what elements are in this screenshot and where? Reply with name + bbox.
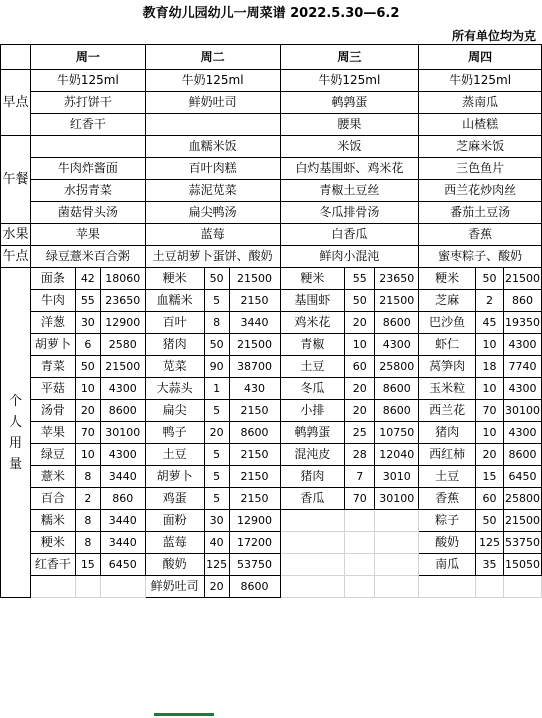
per-child-grams: 20: [476, 444, 504, 466]
total-grams: 4300: [503, 378, 541, 400]
ingredient-row: [1, 532, 542, 554]
per-child-grams: [345, 510, 375, 532]
menu-item: 蜜枣粽子、酸奶: [419, 246, 542, 268]
ingredient-name: 青菜: [30, 356, 75, 378]
day-header: 周一: [30, 45, 145, 70]
total-grams: [375, 510, 419, 532]
ingredient-name: 苋菜: [145, 356, 204, 378]
ingredient-name: 南瓜: [419, 554, 476, 576]
ingredient-name: 玉米粒: [419, 378, 476, 400]
total-grams: 2150: [229, 400, 280, 422]
ingredient-row: [1, 422, 542, 444]
ingredient-name: 莴笋肉: [419, 356, 476, 378]
per-child-grams: 18: [476, 356, 504, 378]
total-grams: 25800: [503, 488, 541, 510]
ingredient-name: 猪肉: [145, 334, 204, 356]
meal-label: 早点: [1, 70, 31, 136]
ingredient-name: 面条: [30, 268, 75, 290]
total-grams: 2580: [100, 334, 145, 356]
ingredient-name: [419, 576, 476, 598]
per-child-grams: 20: [345, 400, 375, 422]
per-child-grams: 50: [345, 290, 375, 312]
ingredient-name: 混沌皮: [280, 444, 345, 466]
total-grams: 15050: [503, 554, 541, 576]
corner-cell: [1, 45, 31, 70]
total-grams: 53750: [503, 532, 541, 554]
total-grams: [375, 576, 419, 598]
total-grams: 8600: [229, 422, 280, 444]
ingredient-name: 粽子: [419, 510, 476, 532]
per-child-grams: 15: [476, 466, 504, 488]
total-grams: 2150: [229, 444, 280, 466]
ingredient-name: 大蒜头: [145, 378, 204, 400]
ingredient-name: 鹌鹑蛋: [280, 422, 345, 444]
ingredient-name: 猪肉: [419, 422, 476, 444]
total-grams: 38700: [229, 356, 280, 378]
ingredient-name: 胡萝卜: [30, 334, 75, 356]
per-child-grams: 42: [75, 268, 100, 290]
ingredient-name: 蓝莓: [145, 532, 204, 554]
menu-item: 香蕉: [419, 224, 542, 246]
total-grams: 4300: [503, 422, 541, 444]
total-grams: 3010: [375, 466, 419, 488]
ingredient-name: 扁尖: [145, 400, 204, 422]
ingredient-row: [1, 312, 542, 334]
per-child-grams: 2: [75, 488, 100, 510]
per-child-grams: 7: [345, 466, 375, 488]
total-grams: 8600: [503, 444, 541, 466]
per-child-grams: 40: [204, 532, 229, 554]
per-child-grams: [345, 532, 375, 554]
menu-item: 牛奶125ml: [30, 70, 145, 92]
total-grams: 4300: [100, 444, 145, 466]
menu-item: 鹌鹑蛋: [280, 92, 419, 114]
total-grams: 7740: [503, 356, 541, 378]
per-child-grams: 8: [75, 510, 100, 532]
per-child-grams: 2: [476, 290, 504, 312]
total-grams: 3440: [100, 466, 145, 488]
ingredient-name: [280, 576, 345, 598]
ingredient-name: 土豆: [145, 444, 204, 466]
per-child-grams: 125: [204, 554, 229, 576]
total-grams: 2150: [229, 466, 280, 488]
total-grams: 8600: [375, 378, 419, 400]
per-child-grams: 20: [345, 378, 375, 400]
ingredient-name: 酸奶: [145, 554, 204, 576]
menu-item: 白香瓜: [280, 224, 419, 246]
ingredient-name: [30, 576, 75, 598]
per-child-grams: 50: [476, 510, 504, 532]
total-grams: 21500: [375, 290, 419, 312]
total-grams: 2150: [229, 488, 280, 510]
ingredient-row: [1, 268, 542, 290]
per-child-grams: 30: [204, 510, 229, 532]
ingredient-name: 牛肉: [30, 290, 75, 312]
total-grams: 21500: [229, 334, 280, 356]
ingredient-name: 面粉: [145, 510, 204, 532]
total-grams: 23650: [100, 290, 145, 312]
per-child-grams: 90: [204, 356, 229, 378]
menu-item: 番茄土豆汤: [419, 202, 542, 224]
ingredient-name: 洋葱: [30, 312, 75, 334]
menu-item: 白灼基围虾、鸡米花: [280, 158, 419, 180]
personal-usage-label: [1, 268, 31, 598]
ingredient-name: 粳米: [280, 268, 345, 290]
total-grams: 30100: [100, 422, 145, 444]
menu-item: 牛肉炸酱面: [30, 158, 145, 180]
per-child-grams: 50: [204, 334, 229, 356]
ingredient-name: 薏米: [30, 466, 75, 488]
menu-item: 山楂糕: [419, 114, 542, 136]
menu-item: 牛奶125ml: [419, 70, 542, 92]
total-grams: 12900: [100, 312, 145, 334]
per-child-grams: [345, 576, 375, 598]
page-title: 教育幼儿园幼儿一周菜谱 2022.5.30—6.2: [142, 6, 400, 21]
menu-item: 绿豆薏米百合粥: [30, 246, 145, 268]
ingredient-name: 绿豆: [30, 444, 75, 466]
per-child-grams: 28: [345, 444, 375, 466]
total-grams: 2150: [229, 290, 280, 312]
total-grams: 8600: [375, 400, 419, 422]
per-child-grams: 25: [345, 422, 375, 444]
per-child-grams: 70: [75, 422, 100, 444]
total-grams: [100, 576, 145, 598]
ingredient-name: 巴沙鱼: [419, 312, 476, 334]
ingredient-name: 粳米: [145, 268, 204, 290]
ingredient-name: 汤骨: [30, 400, 75, 422]
total-grams: 25800: [375, 356, 419, 378]
menu-item: 三色鱼片: [419, 158, 542, 180]
ingredient-row: [1, 554, 542, 576]
menu-item: [30, 136, 145, 158]
ingredient-row: [1, 356, 542, 378]
per-child-grams: 20: [204, 422, 229, 444]
ingredient-row: [1, 576, 542, 598]
total-grams: [375, 554, 419, 576]
meal-row: [1, 202, 542, 224]
selected-cell-indicator: [154, 713, 214, 716]
meal-label: 午餐: [1, 136, 31, 224]
per-child-grams: 30: [75, 312, 100, 334]
menu-item: 百叶肉糕: [145, 158, 280, 180]
menu-item: 芝麻米饭: [419, 136, 542, 158]
ingredient-name: 红香干: [30, 554, 75, 576]
snack-label: 午点: [1, 246, 31, 268]
total-grams: 21500: [503, 268, 541, 290]
total-grams: 17200: [229, 532, 280, 554]
menu-item: 菌菇骨头汤: [30, 202, 145, 224]
per-child-grams: 10: [476, 334, 504, 356]
total-grams: 12040: [375, 444, 419, 466]
per-child-grams: 8: [204, 312, 229, 334]
total-grams: 12900: [229, 510, 280, 532]
total-grams: 21500: [503, 510, 541, 532]
ingredient-name: 香瓜: [280, 488, 345, 510]
total-grams: 4300: [100, 378, 145, 400]
units-note: 所有单位均为克: [451, 29, 536, 43]
per-child-grams: 10: [476, 422, 504, 444]
ingredient-name: 粳米: [419, 268, 476, 290]
ingredient-row: [1, 378, 542, 400]
menu-item: 蓝莓: [145, 224, 280, 246]
ingredient-row: [1, 466, 542, 488]
ingredient-name: 百叶: [145, 312, 204, 334]
meal-row: [1, 92, 542, 114]
per-child-grams: 5: [204, 290, 229, 312]
label-char: 量: [8, 456, 22, 472]
per-child-grams: 10: [476, 378, 504, 400]
total-grams: 860: [100, 488, 145, 510]
ingredient-name: 鲜奶吐司: [145, 576, 204, 598]
ingredient-name: 粳米: [30, 532, 75, 554]
ingredient-name: 苹果: [30, 422, 75, 444]
menu-item: 苏打饼干: [30, 92, 145, 114]
ingredient-name: 青椒: [280, 334, 345, 356]
per-child-grams: [476, 576, 504, 598]
ingredient-name: 平菇: [30, 378, 75, 400]
total-grams: 860: [503, 290, 541, 312]
weekly-menu-table: [0, 44, 542, 598]
per-child-grams: 45: [476, 312, 504, 334]
total-grams: 3440: [100, 510, 145, 532]
menu-item: 血糯米饭: [145, 136, 280, 158]
ingredient-row: [1, 400, 542, 422]
ingredient-name: 糯米: [30, 510, 75, 532]
menu-item: 牛奶125ml: [280, 70, 419, 92]
ingredient-name: 土豆: [280, 356, 345, 378]
per-child-grams: 20: [75, 400, 100, 422]
per-child-grams: 1: [204, 378, 229, 400]
per-child-grams: 60: [476, 488, 504, 510]
ingredient-name: 血糯米: [145, 290, 204, 312]
label-char: 人: [8, 414, 22, 430]
menu-item: 牛奶125ml: [145, 70, 280, 92]
total-grams: 21500: [100, 356, 145, 378]
ingredient-name: [280, 510, 345, 532]
per-child-grams: 5: [204, 466, 229, 488]
per-child-grams: 70: [345, 488, 375, 510]
total-grams: 23650: [375, 268, 419, 290]
total-grams: 4300: [375, 334, 419, 356]
menu-item: 蒜泥苋菜: [145, 180, 280, 202]
meal-row: [1, 136, 542, 158]
meal-row: [1, 70, 542, 92]
per-child-grams: 5: [204, 488, 229, 510]
ingredient-name: 西红柿: [419, 444, 476, 466]
ingredient-name: 冬瓜: [280, 378, 345, 400]
total-grams: 21500: [229, 268, 280, 290]
ingredient-row: [1, 290, 542, 312]
total-grams: 53750: [229, 554, 280, 576]
fruit-label: 水果: [1, 224, 31, 246]
per-child-grams: 5: [204, 444, 229, 466]
menu-item: 米饭: [280, 136, 419, 158]
menu-item: [145, 114, 280, 136]
menu-item: 青椒土豆丝: [280, 180, 419, 202]
ingredient-name: [280, 554, 345, 576]
ingredient-name: 鸡蛋: [145, 488, 204, 510]
menu-item: 苹果: [30, 224, 145, 246]
total-grams: [375, 532, 419, 554]
label-char: 用: [8, 435, 22, 451]
per-child-grams: 60: [345, 356, 375, 378]
per-child-grams: 6: [75, 334, 100, 356]
total-grams: 19350: [503, 312, 541, 334]
per-child-grams: 20: [204, 576, 229, 598]
per-child-grams: [345, 554, 375, 576]
menu-item: 水拐青菜: [30, 180, 145, 202]
ingredient-name: 西兰花: [419, 400, 476, 422]
day-header: 周三: [280, 45, 419, 70]
total-grams: 8600: [229, 576, 280, 598]
ingredient-row: [1, 488, 542, 510]
per-child-grams: 55: [345, 268, 375, 290]
total-grams: 3440: [229, 312, 280, 334]
per-child-grams: 70: [476, 400, 504, 422]
total-grams: 10750: [375, 422, 419, 444]
total-grams: 430: [229, 378, 280, 400]
per-child-grams: 50: [204, 268, 229, 290]
menu-item: 腰果: [280, 114, 419, 136]
menu-item: 土豆胡萝卜蛋饼、酸奶: [145, 246, 280, 268]
per-child-grams: [75, 576, 100, 598]
total-grams: 18060: [100, 268, 145, 290]
total-grams: 30100: [375, 488, 419, 510]
day-header: 周二: [145, 45, 280, 70]
total-grams: 30100: [503, 400, 541, 422]
per-child-grams: 15: [75, 554, 100, 576]
label-char: 个: [8, 393, 22, 409]
ingredient-name: 猪肉: [280, 466, 345, 488]
total-grams: 8600: [100, 400, 145, 422]
meal-row: [1, 114, 542, 136]
per-child-grams: 8: [75, 532, 100, 554]
per-child-grams: 50: [75, 356, 100, 378]
fruit-row: [1, 224, 542, 246]
ingredient-row: [1, 444, 542, 466]
total-grams: 3440: [100, 532, 145, 554]
snack-row: [1, 246, 542, 268]
ingredient-row: [1, 334, 542, 356]
ingredient-name: [280, 532, 345, 554]
menu-item: 冬瓜排骨汤: [280, 202, 419, 224]
menu-item: 西兰花炒肉丝: [419, 180, 542, 202]
per-child-grams: 10: [345, 334, 375, 356]
per-child-grams: 35: [476, 554, 504, 576]
total-grams: 6450: [503, 466, 541, 488]
total-grams: 8600: [375, 312, 419, 334]
ingredient-name: 基围虾: [280, 290, 345, 312]
ingredient-name: 百合: [30, 488, 75, 510]
meal-row: [1, 180, 542, 202]
per-child-grams: 5: [204, 400, 229, 422]
total-grams: 4300: [503, 334, 541, 356]
per-child-grams: 20: [345, 312, 375, 334]
per-child-grams: 50: [476, 268, 504, 290]
menu-item: 扁尖鸭汤: [145, 202, 280, 224]
per-child-grams: 55: [75, 290, 100, 312]
menu-item: 蒸南瓜: [419, 92, 542, 114]
per-child-grams: 125: [476, 532, 504, 554]
menu-item: 鲜肉小混沌: [280, 246, 419, 268]
total-grams: [503, 576, 541, 598]
ingredient-name: 酸奶: [419, 532, 476, 554]
ingredient-name: 胡萝卜: [145, 466, 204, 488]
day-header: 周四: [419, 45, 542, 70]
ingredient-name: 芝麻: [419, 290, 476, 312]
day-header-row: [1, 45, 542, 70]
ingredient-row: [1, 510, 542, 532]
ingredient-name: 虾仁: [419, 334, 476, 356]
ingredient-name: 鸡米花: [280, 312, 345, 334]
ingredient-name: 香蕉: [419, 488, 476, 510]
menu-item: 红香干: [30, 114, 145, 136]
total-grams: 6450: [100, 554, 145, 576]
per-child-grams: 10: [75, 444, 100, 466]
ingredient-name: 小排: [280, 400, 345, 422]
menu-item: 鲜奶吐司: [145, 92, 280, 114]
per-child-grams: 8: [75, 466, 100, 488]
ingredient-name: 鸭子: [145, 422, 204, 444]
meal-row: [1, 158, 542, 180]
ingredient-name: 土豆: [419, 466, 476, 488]
per-child-grams: 10: [75, 378, 100, 400]
